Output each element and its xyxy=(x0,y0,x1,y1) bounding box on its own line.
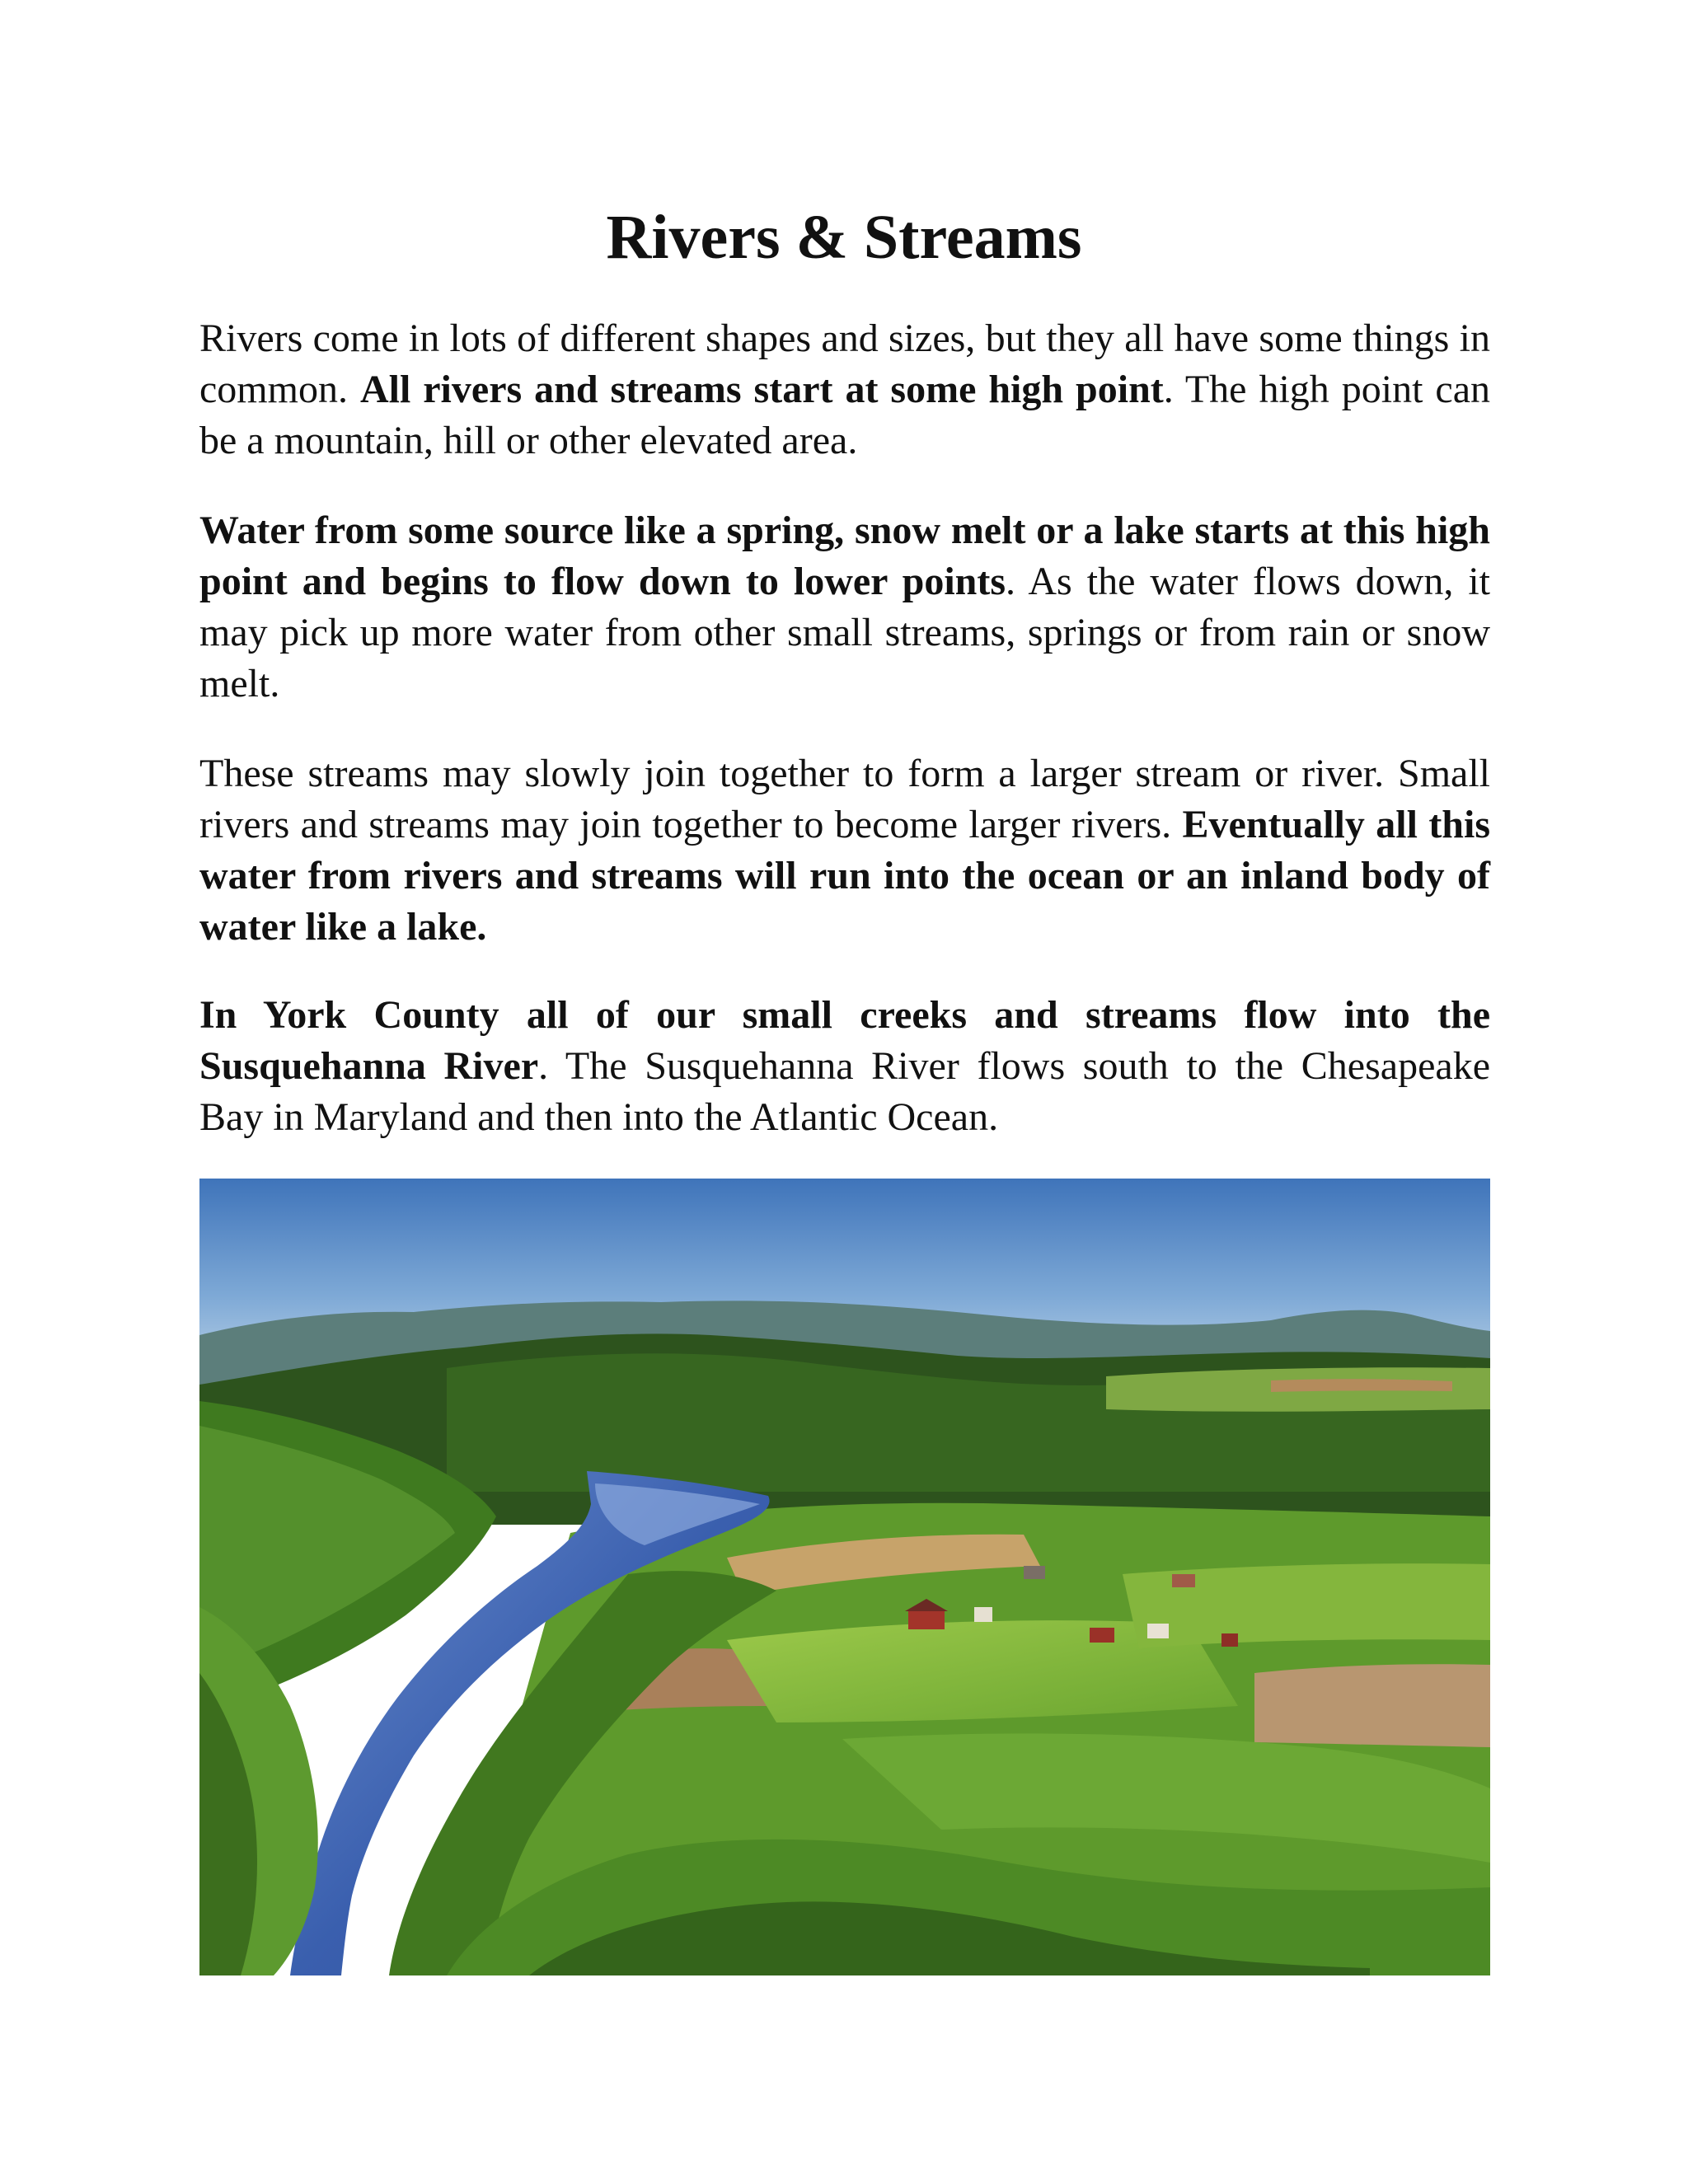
paragraph-2 xyxy=(199,505,1490,710)
landscape-illustration xyxy=(199,1179,1490,1975)
paragraph-1 xyxy=(199,313,1490,466)
page-title: Rivers & Streams xyxy=(606,203,1082,272)
paragraph-4-text-b: . The Susquehanna River flows south to the Chesapeake Bay in Maryland and then into the Atlantic Ocean. xyxy=(199,1044,1490,1139)
paragraph-2-bold: Water from some source like a spring, snow melt or a lake starts at this high point and begins to flow down to lower points xyxy=(199,509,1490,603)
paragraph-3 xyxy=(199,748,1490,953)
paragraph-1-bold: All rivers and streams start at some high point xyxy=(359,368,1164,411)
paragraph-4-bold: In York County all of our small creeks and streams flow into the Susquehanna River xyxy=(199,993,1490,1088)
paragraph-3-bold: Eventually all this water from rivers and streams will run into the ocean or an inland body of water like a lake. xyxy=(199,803,1491,949)
paragraph-2-text-b: . As the water flows down, it may pick up more water from other small streams, springs or from rain or snow melt. xyxy=(199,560,1490,705)
paragraph-1-text-a: Rivers come in lots of different shapes and sizes, but they all have some things in common. xyxy=(199,316,1490,411)
paragraph-1-text-c: . The high point can be a mountain, hill or other elevated area. xyxy=(199,368,1491,462)
tan-field-right xyxy=(1254,1664,1490,1747)
far-field-tan xyxy=(1271,1379,1452,1392)
paragraph-4 xyxy=(199,990,1490,1143)
paragraph-3-text-a: These streams may slowly join together to form a larger stream or river. Small rivers and streams may join together to become larger rivers. xyxy=(199,752,1490,846)
river-valley-photo xyxy=(199,1179,1490,1975)
